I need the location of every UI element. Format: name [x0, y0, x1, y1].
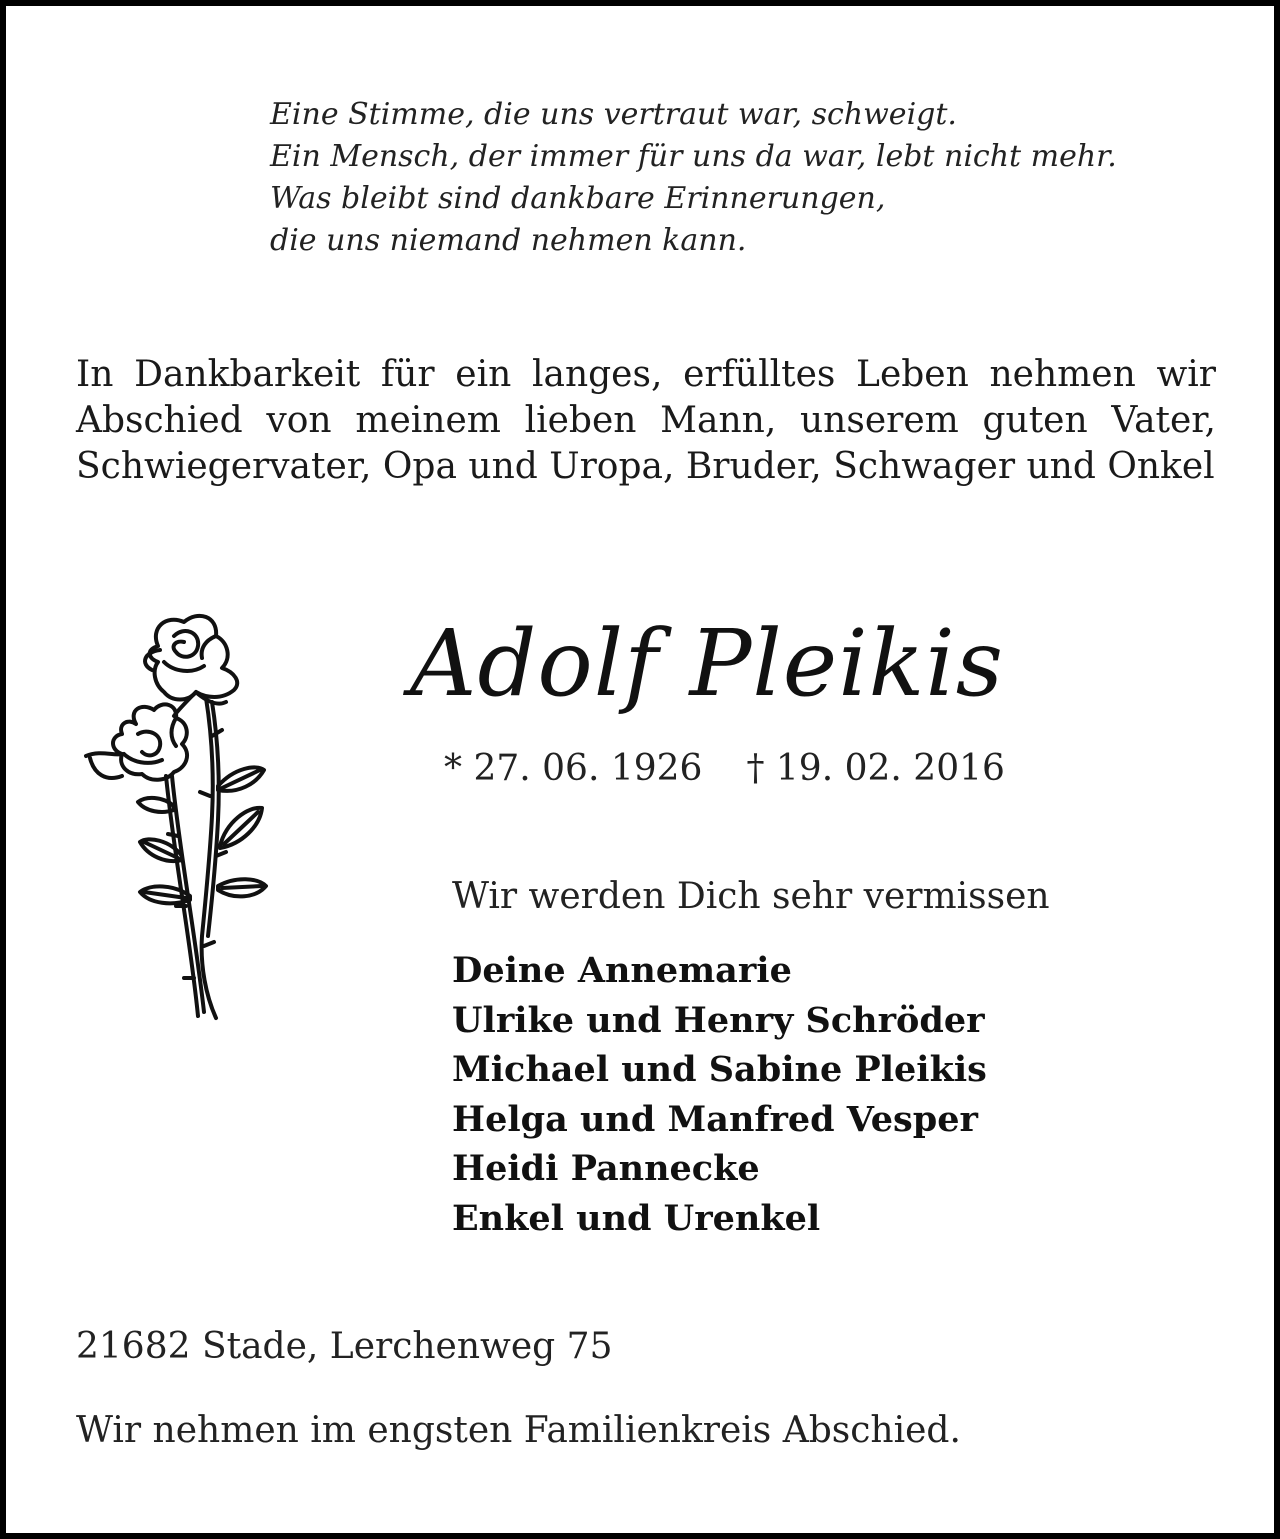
- address: 21682 Stade, Lerchenweg 75: [76, 1326, 613, 1367]
- death-date: † 19. 02. 2016: [746, 748, 1005, 789]
- mourner-name: Ulrike und Henry Schröder: [452, 999, 985, 1041]
- rose-icon: [66, 606, 296, 1036]
- intro-text: In Dankbarkeit für ein langes, erfülltes Leben nehmen wir Abschied von meinem lieben Mann, unserem guten Vater, Schwiegervater, Opa und Uropa, Bruder, Schwager und Onkel: [76, 354, 1216, 487]
- farewell-line: Wir werden Dich sehr vermissen: [452, 876, 1050, 917]
- poem-line: Was bleibt sind dankbare Erinnerungen,: [270, 181, 886, 216]
- closing-note: Wir nehmen im engsten Familienkreis Abschied.: [76, 1410, 961, 1451]
- mourner-name: Heidi Pannecke: [452, 1148, 760, 1189]
- poem-line: Ein Mensch, der immer für uns da war, lebt nicht mehr.: [270, 139, 1117, 174]
- mourners-list: [452, 946, 987, 1243]
- memorial-poem: [270, 94, 1260, 262]
- mourner-name: Deine Annemarie: [452, 950, 792, 991]
- life-dates: [444, 746, 1005, 792]
- poem-line: die uns niemand nehmen kann.: [270, 223, 747, 258]
- mourner-name: Michael und Sabine Pleikis: [452, 1049, 987, 1090]
- poem-line: Eine Stimme, die uns vertraut war, schweigt.: [270, 97, 957, 132]
- birth-date: * 27. 06. 1926: [444, 748, 703, 789]
- mourner-name: Enkel und Urenkel: [452, 1197, 821, 1239]
- mourner-name: Helga und Manfred Vesper: [452, 1098, 978, 1140]
- deceased-name: Adolf Pleikis: [410, 610, 1005, 717]
